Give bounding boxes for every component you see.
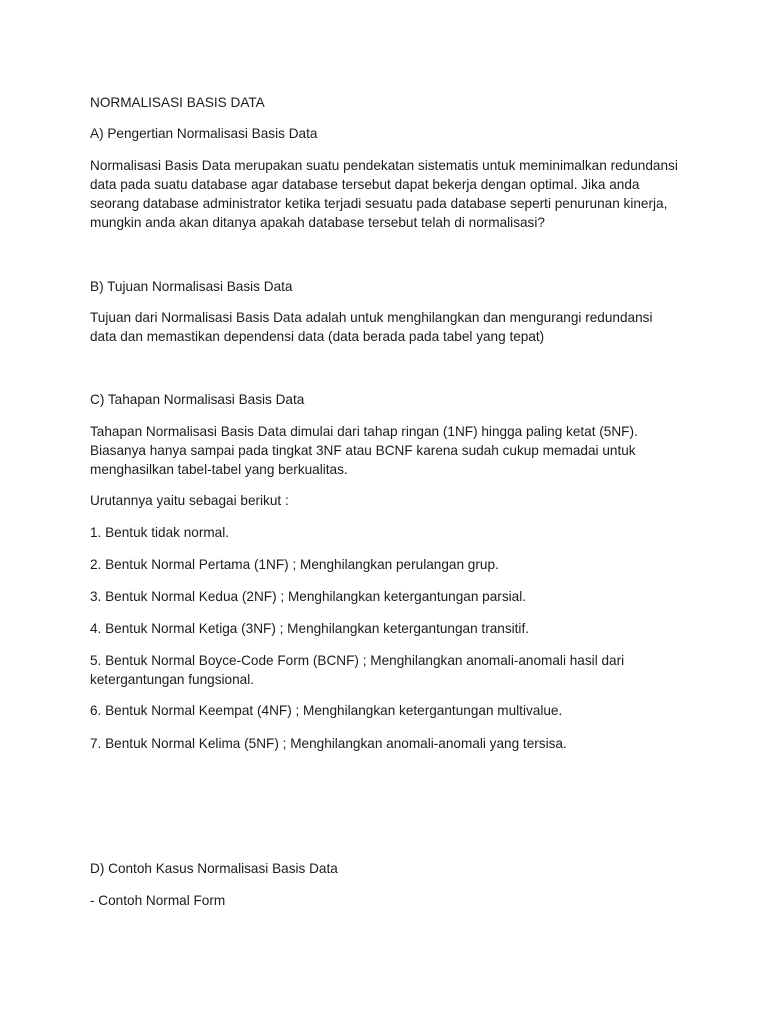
section-c-paragraph: Tahapan Normalisasi Basis Data dimulai dari tahap ringan (1NF) hingga paling ketat (5NF). Biasanya hanya sampai pada tingkat 3NF atau BCNF karena sudah cukup memadai untuk menghasilkan tabel-tabel yang berkualitas.	[90, 424, 638, 477]
section-d-sub: - Contoh Normal Form	[90, 893, 226, 908]
section-a-heading: A) Pengertian Normalisasi Basis Data	[90, 126, 318, 141]
list-item: 5. Bentuk Normal Boyce-Code Form (BCNF) ; Menghilangkan anomali-anomali hasil dari ketergantungan fungsional.	[90, 653, 625, 687]
document-title: NORMALISASI BASIS DATA	[90, 95, 265, 110]
list-item: 4. Bentuk Normal Ketiga (3NF) ; Menghilangkan ketergantungan transitif.	[90, 621, 530, 636]
section-c-intro: Urutannya yaitu sebagai berikut :	[90, 493, 289, 508]
list-item: 7. Bentuk Normal Kelima (5NF) ; Menghilangkan anomali-anomali yang tersisa.	[90, 736, 567, 751]
section-a-paragraph: Normalisasi Basis Data merupakan suatu pendekatan sistematis untuk meminimalkan redundansi data pada suatu database agar database tersebut dapat bekerja dengan optimal. Jika anda seorang database administrator ketika terjadi sesuatu pada database seperti penurunan kinerja, mungkin anda akan ditanya apakah database tersebut telah di normalisasi?	[90, 158, 678, 230]
list-item: 1. Bentuk tidak normal.	[90, 525, 230, 540]
section-b-paragraph: Tujuan dari Normalisasi Basis Data adalah untuk menghilangkan dan mengurangi redundansi data dan memastikan dependensi data (data berada pada tabel yang tepat)	[90, 310, 653, 344]
section-d-heading: D) Contoh Kasus Normalisasi Basis Data	[90, 861, 338, 876]
section-b-heading: B) Tujuan Normalisasi Basis Data	[90, 279, 293, 294]
section-c-heading: C) Tahapan Normalisasi Basis Data	[90, 392, 305, 407]
list-item: 6. Bentuk Normal Keempat (4NF) ; Menghilangkan ketergantungan multivalue.	[90, 703, 563, 718]
list-item: 3. Bentuk Normal Kedua (2NF) ; Menghilangkan ketergantungan parsial.	[90, 589, 527, 604]
list-item: 2. Bentuk Normal Pertama (1NF) ; Menghilangkan perulangan grup.	[90, 557, 499, 572]
